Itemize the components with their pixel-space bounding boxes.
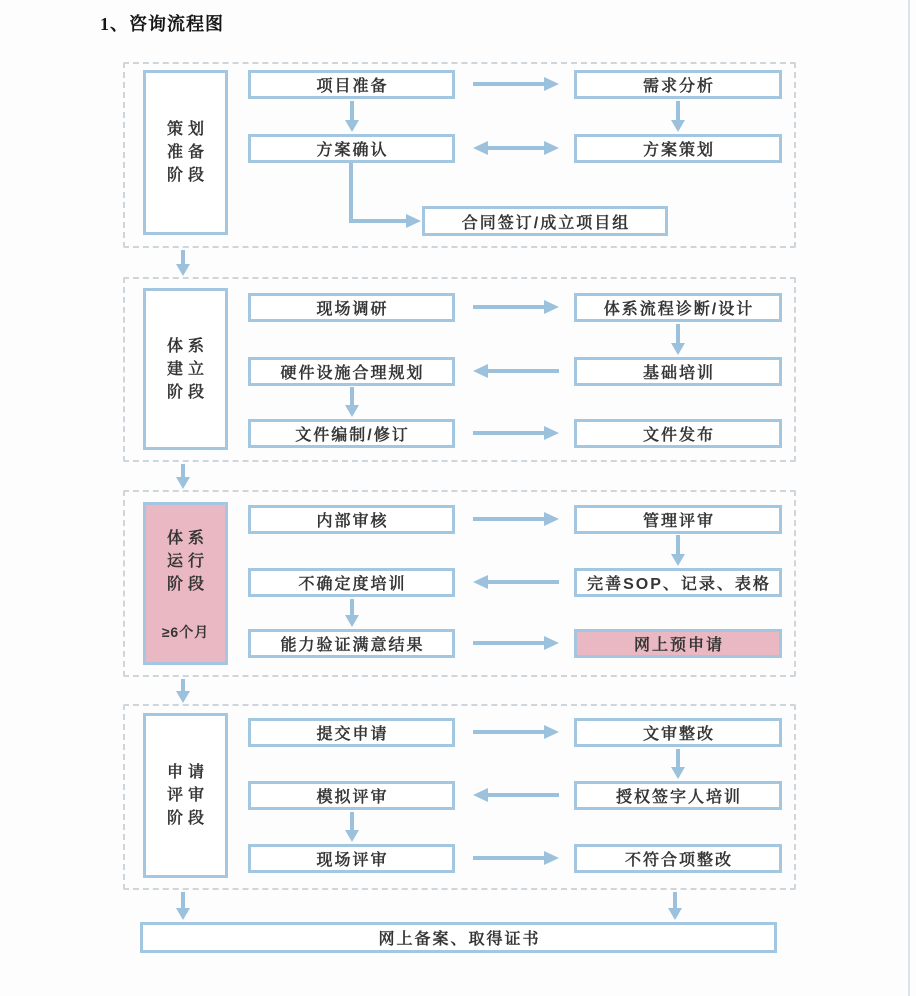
stage-establishment-label bbox=[143, 288, 228, 450]
stage-label-line: 体系 bbox=[166, 530, 209, 547]
nonconformity-rectification-box: 不符合项整改 bbox=[574, 844, 782, 873]
stage-duration-note: ≥6个月 bbox=[161, 624, 210, 640]
down-arrow bbox=[176, 679, 190, 703]
online-pre-application-box: 网上预申请 bbox=[574, 629, 782, 658]
stage-label-line: 阶段 bbox=[166, 810, 209, 827]
right-arrow bbox=[473, 426, 559, 440]
down-arrow bbox=[176, 250, 190, 276]
onsite-assessment-box: 现场评审 bbox=[248, 844, 455, 873]
plan-design-box: 方案策划 bbox=[574, 134, 782, 163]
online-filing-certificate-box: 网上备案、取得证书 bbox=[140, 922, 777, 953]
page-title: 1、咨询流程图 bbox=[100, 14, 224, 34]
right-arrow bbox=[473, 300, 559, 314]
elbow-arrow bbox=[349, 219, 407, 223]
down-arrow bbox=[176, 892, 190, 920]
down-arrow bbox=[671, 535, 685, 566]
stage-planning-label bbox=[143, 70, 228, 235]
down-arrow bbox=[671, 324, 685, 355]
plan-confirmation-box: 方案确认 bbox=[248, 134, 455, 163]
submit-application-box: 提交申请 bbox=[248, 718, 455, 747]
left-arrow bbox=[473, 575, 559, 589]
proficiency-testing-box: 能力验证满意结果 bbox=[248, 629, 455, 658]
stage-label-line: 阶段 bbox=[166, 576, 209, 593]
right-arrow bbox=[473, 851, 559, 865]
stage-label-line: 建立 bbox=[166, 360, 209, 378]
down-arrow bbox=[345, 812, 359, 842]
left-arrow bbox=[473, 788, 559, 802]
double-arrow bbox=[473, 141, 559, 155]
basic-training-box: 基础培训 bbox=[574, 357, 782, 386]
document-release-box: 文件发布 bbox=[574, 419, 782, 448]
document-drafting-box: 文件编制/修订 bbox=[248, 419, 455, 448]
down-arrow bbox=[671, 749, 685, 779]
hardware-planning-box: 硬件设施合理规划 bbox=[248, 357, 455, 386]
stage-label-line: 策划 bbox=[166, 121, 209, 138]
elbow-arrow bbox=[349, 163, 353, 223]
right-arrow bbox=[473, 725, 559, 739]
document-review-rectification-box: 文审整改 bbox=[574, 718, 782, 747]
system-process-diagnosis-box: 体系流程诊断/设计 bbox=[574, 293, 782, 322]
site-survey-box: 现场调研 bbox=[248, 293, 455, 322]
stage-label-line: 阶段 bbox=[166, 383, 209, 401]
stage-label-line: 体系 bbox=[166, 337, 209, 355]
right-arrow bbox=[473, 636, 559, 650]
authorized-signatory-training-box: 授权签字人培训 bbox=[574, 781, 782, 810]
internal-audit-box: 内部审核 bbox=[248, 505, 455, 534]
uncertainty-training-box: 不确定度培训 bbox=[248, 568, 455, 597]
down-arrow bbox=[668, 892, 682, 920]
project-preparation-box: 项目准备 bbox=[248, 70, 455, 99]
right-arrow bbox=[473, 512, 559, 526]
stage-operation-label bbox=[143, 502, 228, 665]
page-edge-line bbox=[908, 0, 910, 996]
left-arrow bbox=[473, 364, 559, 378]
stage-label-line: 评审 bbox=[166, 787, 209, 804]
down-arrow bbox=[671, 101, 685, 132]
elbow-arrow-head bbox=[406, 214, 421, 228]
stage-label-line: 运行 bbox=[166, 553, 209, 570]
stage-label-line: 申请 bbox=[166, 764, 209, 781]
sop-improvement-box: 完善SOP、记录、表格 bbox=[574, 568, 782, 597]
down-arrow bbox=[345, 599, 359, 627]
stage-application-label bbox=[143, 713, 228, 878]
down-arrow bbox=[176, 464, 190, 489]
management-review-box: 管理评审 bbox=[574, 505, 782, 534]
requirement-analysis-box: 需求分析 bbox=[574, 70, 782, 99]
right-arrow bbox=[473, 77, 559, 91]
stage-label-line: 阶段 bbox=[166, 167, 209, 184]
contract-signing-box: 合同签订/成立项目组 bbox=[422, 206, 668, 236]
stage-label-line: 准备 bbox=[166, 144, 209, 161]
mock-assessment-box: 模拟评审 bbox=[248, 781, 455, 810]
down-arrow bbox=[345, 387, 359, 417]
down-arrow bbox=[345, 101, 359, 132]
